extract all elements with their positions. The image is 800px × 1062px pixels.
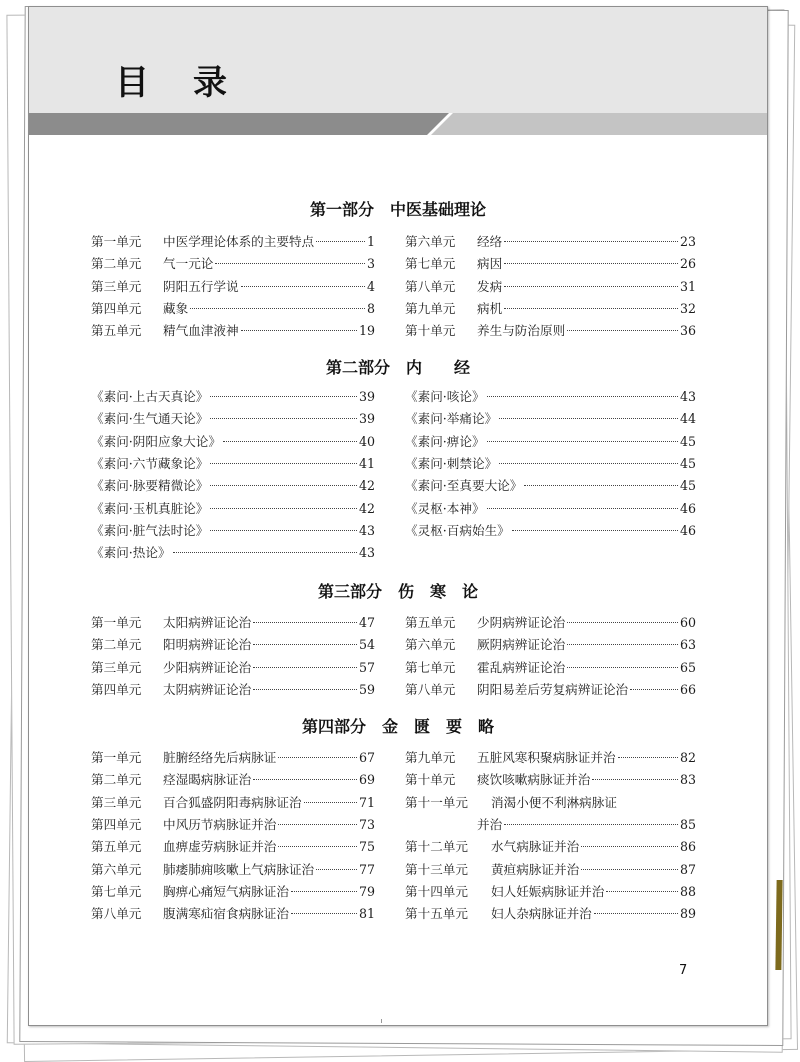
toc-page-number: 60 <box>679 615 696 630</box>
dot-leader <box>253 667 357 668</box>
toc-entry[interactable] <box>405 432 696 452</box>
toc-entry[interactable] <box>405 770 696 790</box>
dot-leader <box>291 891 357 892</box>
toc-entry[interactable] <box>91 476 375 496</box>
dot-leader <box>504 308 678 309</box>
toc-unit-label: 第一单元 <box>91 615 142 630</box>
toc-entry[interactable] <box>91 521 375 541</box>
page-title: 目录 <box>115 63 271 103</box>
toc-entry-title: 发病 <box>477 278 503 294</box>
toc-page-number: 26 <box>679 256 696 272</box>
toc-page-number: 89 <box>679 906 696 922</box>
dot-leader <box>241 286 365 287</box>
toc-entry-title: 《灵枢·百病始生》 <box>405 522 510 538</box>
toc-entry-title: 五脏风寒积聚病脉证并治 <box>477 750 616 765</box>
toc-entry[interactable] <box>91 277 375 297</box>
dot-leader <box>210 396 357 397</box>
toc-entry[interactable] <box>405 387 696 407</box>
toc-unit-label: 第九单元 <box>405 300 456 316</box>
toc-entry[interactable] <box>405 409 696 429</box>
toc-page-number: 47 <box>358 615 375 630</box>
toc-page <box>28 6 768 1026</box>
toc-entry-title: 阴阳易差后劳复病辨证论治 <box>477 681 629 697</box>
toc-entry[interactable] <box>405 680 696 700</box>
toc-unit-label: 第三单元 <box>91 659 142 675</box>
toc-entry-title: 藏象 <box>163 300 189 316</box>
toc-unit-label: 第五单元 <box>91 839 142 855</box>
toc-entry-title: 少阳病辨证论治 <box>163 659 252 675</box>
header-stripe <box>29 113 767 139</box>
dot-leader <box>173 552 357 553</box>
toc-entry[interactable] <box>405 904 696 924</box>
toc-entry[interactable] <box>405 277 696 297</box>
toc-page-number: 31 <box>679 278 696 294</box>
toc-entry-title: 并治 <box>477 816 503 832</box>
toc-page-number: 39 <box>358 389 375 404</box>
toc-page-number: 86 <box>679 839 696 855</box>
book-spine-edge <box>775 880 782 970</box>
toc-entry-title: 养生与防治原则 <box>477 323 566 339</box>
toc-unit-label: 第一单元 <box>91 750 142 765</box>
dot-leader <box>316 241 365 242</box>
dot-leader <box>304 802 357 803</box>
toc-unit-label: 第四单元 <box>91 681 142 697</box>
toc-page-number: 77 <box>358 861 375 877</box>
toc-entry-title: 《素问·脉要精微论》 <box>91 478 209 494</box>
toc-page-number: 43 <box>358 545 375 561</box>
toc-entry[interactable] <box>405 499 696 519</box>
section-title: 第三部分 伤 寒 论 <box>317 582 478 601</box>
toc-entry-title: 水气病脉证并治 <box>491 839 580 855</box>
dot-leader <box>567 667 678 668</box>
toc-entry-title: 阳明病辨证论治 <box>163 637 252 653</box>
toc-entry[interactable] <box>91 904 375 924</box>
toc-unit-label: 第五单元 <box>405 615 456 630</box>
toc-entry-title: 气一元论 <box>163 256 214 272</box>
toc-entry-title: 少阴病辨证论治 <box>477 615 566 630</box>
dot-leader <box>630 689 678 690</box>
toc-page-number: 43 <box>679 389 696 404</box>
dot-leader <box>278 846 357 847</box>
toc-entry-title: 病机 <box>477 300 503 316</box>
toc-entry[interactable] <box>91 748 375 768</box>
toc-entry-title: 《素问·阴阳应象大论》 <box>91 433 221 449</box>
toc-entry-title: 妇人杂病脉证并治 <box>491 906 592 922</box>
toc-entry-title: 《素问·上古天真论》 <box>91 389 209 404</box>
toc-page-number: 3 <box>366 256 375 272</box>
toc-entry[interactable] <box>91 613 375 633</box>
toc-entry[interactable] <box>405 232 696 252</box>
dot-leader <box>524 485 678 486</box>
toc-page-number: 54 <box>358 637 375 653</box>
toc-entry[interactable] <box>405 321 696 341</box>
dot-leader <box>223 441 357 442</box>
toc-page-number: 1 <box>366 234 375 249</box>
toc-entry[interactable] <box>91 815 375 835</box>
toc-entry-title: 腹满寒疝宿食病脉证治 <box>163 906 289 922</box>
dot-leader <box>190 308 365 309</box>
toc-unit-label: 第三单元 <box>91 794 142 810</box>
toc-unit-label: 第六单元 <box>405 234 456 249</box>
toc-page-number: 57 <box>358 659 375 675</box>
toc-entry-title: 精气血津液神 <box>163 323 239 339</box>
toc-unit-label: 第四单元 <box>91 816 142 832</box>
dot-leader <box>278 824 357 825</box>
dot-leader <box>487 396 678 397</box>
dot-leader <box>253 644 357 645</box>
toc-entry-title: 阴阳五行学说 <box>163 278 239 294</box>
toc-page-number: 87 <box>679 861 696 877</box>
toc-entry[interactable] <box>91 680 375 700</box>
toc-entry-title: 中医学理论体系的主要特点 <box>163 234 315 249</box>
dot-leader <box>567 330 678 331</box>
toc-entry-title: 《素问·至真要大论》 <box>405 478 523 494</box>
toc-entry-title: 太阴病辨证论治 <box>163 681 252 697</box>
toc-entry[interactable] <box>91 635 375 655</box>
toc-page-number: 4 <box>366 278 375 294</box>
toc-page-number: 8 <box>366 300 375 316</box>
dot-leader <box>210 508 357 509</box>
toc-page-number: 71 <box>358 794 375 810</box>
toc-page-number: 42 <box>358 500 375 516</box>
dot-leader <box>278 757 357 758</box>
toc-unit-label: 第二单元 <box>91 256 142 272</box>
toc-page-number: 45 <box>679 433 696 449</box>
toc-entry[interactable] <box>405 860 696 880</box>
toc-page-number: 46 <box>679 522 696 538</box>
dot-leader <box>618 757 678 758</box>
toc-unit-label: 第八单元 <box>405 681 456 697</box>
dot-leader <box>210 530 357 531</box>
toc-page-number: 59 <box>358 681 375 697</box>
toc-entry[interactable] <box>91 254 375 274</box>
toc-entry-title: 妇人妊娠病脉证并治 <box>491 883 605 899</box>
toc-unit-label: 第二单元 <box>91 637 142 653</box>
toc-entry[interactable] <box>91 409 375 429</box>
toc-entry-title: 《素问·生气通天论》 <box>91 411 209 427</box>
section-title: 第四部分 金 匮 要 略 <box>301 717 494 736</box>
toc-entry-title: 黄疸病脉证并治 <box>491 861 580 877</box>
toc-page-number: 42 <box>358 478 375 494</box>
toc-page-number: 46 <box>679 500 696 516</box>
toc-entry-title: 经络 <box>477 234 503 249</box>
toc-unit-label: 第十三单元 <box>405 861 468 877</box>
toc-entry-title: 痉湿暍病脉证治 <box>163 772 252 788</box>
toc-entry[interactable] <box>405 476 696 496</box>
toc-page-number: 44 <box>679 411 696 427</box>
footer-mark <box>381 1019 382 1023</box>
dot-leader <box>567 622 678 623</box>
toc-unit-label: 第十一单元 <box>405 794 468 810</box>
toc-unit-label: 第六单元 <box>405 637 456 653</box>
toc-entry-title: 《素问·咳论》 <box>405 389 485 404</box>
toc-page-number: 67 <box>358 750 375 765</box>
dot-leader <box>504 286 678 287</box>
toc-entry[interactable] <box>91 387 375 407</box>
toc-page-number: 39 <box>358 411 375 427</box>
toc-unit-label: 第十单元 <box>405 772 456 788</box>
toc-unit-label: 第五单元 <box>91 323 142 339</box>
toc-page-number: 79 <box>358 883 375 899</box>
toc-unit-label: 第六单元 <box>91 861 142 877</box>
toc-page-number: 45 <box>679 455 696 471</box>
toc-entry-title: 《素问·脏气法时论》 <box>91 522 209 538</box>
toc-entry[interactable] <box>91 299 375 319</box>
dot-leader <box>210 418 357 419</box>
toc-entry[interactable] <box>405 635 696 655</box>
dot-leader <box>241 330 357 331</box>
toc-page-number: 19 <box>358 323 375 339</box>
dot-leader <box>504 241 678 242</box>
toc-unit-label: 第七单元 <box>405 256 456 272</box>
toc-entry[interactable] <box>405 793 696 813</box>
toc-entry-title: 消渴小便不利淋病脉证 <box>491 794 617 810</box>
toc-page-number: 82 <box>679 750 696 765</box>
toc-entry[interactable] <box>405 254 696 274</box>
toc-entry-title: 《素问·玉机真脏论》 <box>91 500 209 516</box>
dot-leader <box>316 869 357 870</box>
section-title: 第二部分 内 经 <box>325 358 470 377</box>
toc-entry[interactable] <box>405 815 696 835</box>
toc-entry-title: 胸痹心痛短气病脉证治 <box>163 883 289 899</box>
toc-entry[interactable] <box>91 321 375 341</box>
toc-entry-title: 太阳病辨证论治 <box>163 615 252 630</box>
dot-leader <box>253 622 357 623</box>
toc-page-number: 66 <box>679 681 696 697</box>
toc-unit-label: 第二单元 <box>91 772 142 788</box>
dot-leader <box>592 779 678 780</box>
toc-unit-label: 第十单元 <box>405 323 456 339</box>
toc-page-number: 83 <box>679 772 696 788</box>
section-title: 第一部分 中医基础理论 <box>309 200 486 219</box>
dot-leader <box>253 779 357 780</box>
dot-leader <box>567 644 678 645</box>
toc-page-number: 88 <box>679 883 696 899</box>
toc-page-number: 85 <box>679 816 696 832</box>
toc-entry[interactable] <box>405 882 696 902</box>
toc-entry[interactable] <box>91 432 375 452</box>
toc-page-number: 73 <box>358 816 375 832</box>
dot-leader <box>512 530 678 531</box>
toc-entry[interactable] <box>91 499 375 519</box>
dot-leader <box>291 913 357 914</box>
toc-entry-title: 中风历节病脉证并治 <box>163 816 277 832</box>
dot-leader <box>606 891 678 892</box>
dot-leader <box>581 869 678 870</box>
toc-page-number: 69 <box>358 772 375 788</box>
dot-leader <box>215 263 365 264</box>
toc-entry-title: 《素问·痹论》 <box>405 433 485 449</box>
dot-leader <box>504 824 678 825</box>
toc-entry-title: 病因 <box>477 256 503 272</box>
dot-leader <box>499 418 678 419</box>
toc-unit-label: 第七单元 <box>405 659 456 675</box>
toc-entry-title: 肺痿肺痈咳嗽上气病脉证治 <box>163 861 315 877</box>
dot-leader <box>253 689 357 690</box>
toc-entry-title: 《灵枢·本神》 <box>405 500 485 516</box>
toc-unit-label: 第一单元 <box>91 234 142 249</box>
toc-page-number: 43 <box>358 522 375 538</box>
toc-entry[interactable] <box>91 770 375 790</box>
toc-entry-title: 厥阴病辨证论治 <box>477 637 566 653</box>
toc-entry[interactable] <box>91 658 375 678</box>
toc-page-number: 36 <box>679 323 696 339</box>
toc-entry[interactable] <box>91 837 375 857</box>
toc-unit-label: 第八单元 <box>405 278 456 294</box>
toc-unit-label: 第三单元 <box>91 278 142 294</box>
toc-entry-title: 《素问·六节藏象论》 <box>91 455 209 471</box>
toc-page-number: 40 <box>358 433 375 449</box>
dot-leader <box>499 463 678 464</box>
toc-entry[interactable] <box>405 521 696 541</box>
dot-leader <box>487 441 678 442</box>
toc-entry-title: 痰饮咳嗽病脉证并治 <box>477 772 591 788</box>
toc-unit-label: 第九单元 <box>405 750 456 765</box>
toc-entry[interactable] <box>405 299 696 319</box>
toc-page-number: 81 <box>358 906 375 922</box>
toc-entry-title: 《素问·举痛论》 <box>405 411 498 427</box>
toc-entry[interactable] <box>405 837 696 857</box>
toc-entry-title: 《素问·热论》 <box>91 545 171 561</box>
toc-entry[interactable] <box>405 454 696 474</box>
toc-entry-title: 《素问·刺禁论》 <box>405 455 498 471</box>
toc-unit-label: 第四单元 <box>91 300 142 316</box>
toc-page-number: 32 <box>679 300 696 316</box>
toc-page-number: 45 <box>679 478 696 494</box>
dot-leader <box>487 508 678 509</box>
toc-entry[interactable] <box>405 748 696 768</box>
toc-page-number: 23 <box>679 234 696 249</box>
toc-page-number: 75 <box>358 839 375 855</box>
toc-entry[interactable] <box>405 658 696 678</box>
toc-entry[interactable] <box>91 860 375 880</box>
toc-entry-title: 百合狐盛阴阳毒病脉证治 <box>163 794 302 810</box>
toc-entry[interactable] <box>91 793 375 813</box>
toc-entry-title: 霍乱病辨证论治 <box>477 659 566 675</box>
toc-entry[interactable] <box>91 454 375 474</box>
toc-unit-label: 第十四单元 <box>405 883 468 899</box>
toc-entry[interactable] <box>91 232 375 252</box>
dot-leader <box>504 263 678 264</box>
toc-entry-title: 脏腑经络先后病脉证 <box>163 750 277 765</box>
dot-leader <box>581 846 678 847</box>
toc-page-number: 63 <box>679 637 696 653</box>
toc-entry[interactable] <box>405 613 696 633</box>
dot-leader <box>594 913 678 914</box>
toc-page-number: 65 <box>679 659 696 675</box>
toc-unit-label: 第十二单元 <box>405 839 468 855</box>
dot-leader <box>210 463 357 464</box>
toc-entry[interactable] <box>91 882 375 902</box>
toc-entry-title: 血痹虚劳病脉证并治 <box>163 839 277 855</box>
page-number: 7 <box>679 963 688 978</box>
toc-unit-label: 第八单元 <box>91 906 142 922</box>
dot-leader <box>210 485 357 486</box>
toc-page-number: 41 <box>358 455 375 471</box>
toc-unit-label: 第十五单元 <box>405 906 468 922</box>
toc-unit-label: 第七单元 <box>91 883 142 899</box>
toc-entry[interactable] <box>91 543 375 563</box>
